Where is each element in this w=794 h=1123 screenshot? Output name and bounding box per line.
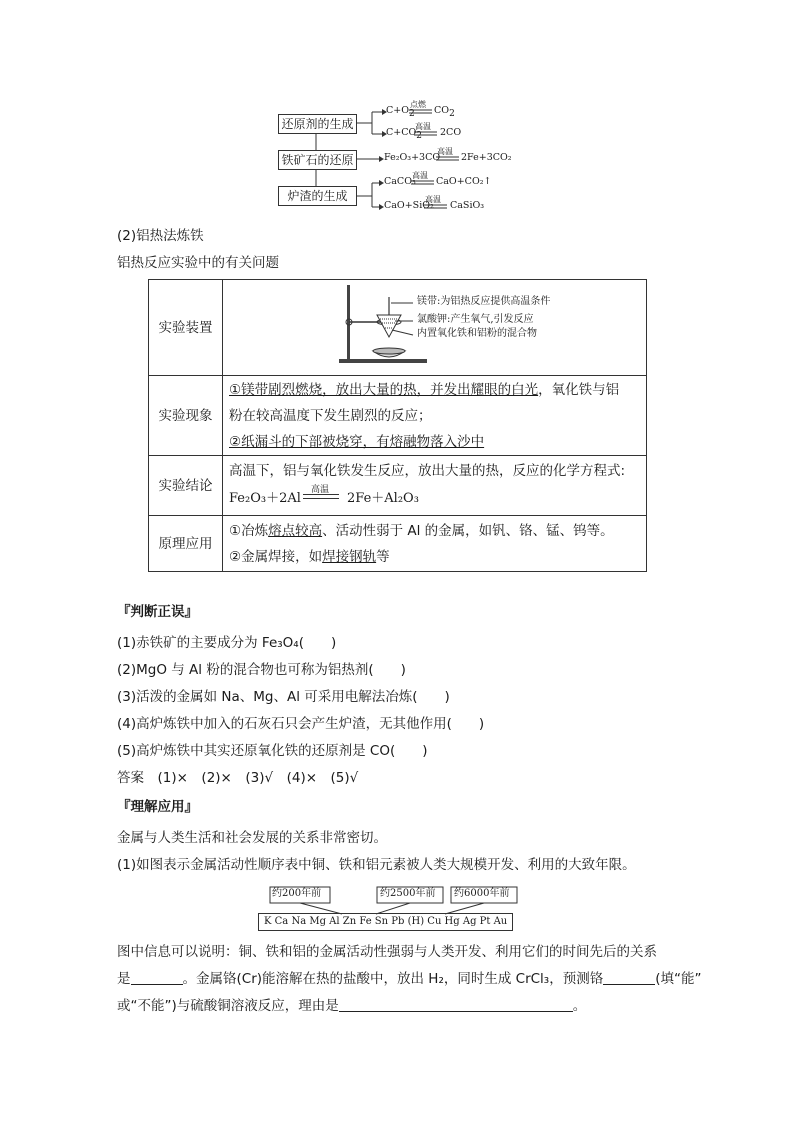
judge-item-5: (5)高炉炼铁中其实还原氧化铁的还原剂是 CO( ) [117,743,428,759]
row-head-phenomena: 实验现象 [149,376,223,456]
apply-section-tag: 『理解应用』 [117,799,198,815]
row-head-conclusion: 实验结论 [149,456,223,516]
thermite-table [148,279,647,572]
era-label-2: 约2500年前 [380,888,436,899]
table-row-apparatus [149,280,647,376]
era-label-3: 约6000年前 [454,888,510,899]
apparatus-cell [223,280,647,376]
application-line2-a: ②金属焊接，如 [229,548,323,565]
phenomena-cell [223,376,647,456]
application-cell [223,516,647,572]
answer-blank-1[interactable] [131,970,183,985]
judge-answer: 答案 (1)× (2)× (3)√ (4)× (5)√ [117,770,359,786]
section-heading-thermite: (2)铝热法炼铁 [117,228,204,244]
table-row-application [149,516,647,572]
activity-sequence: K Ca Na Mg Al Zn Fe Sn Pb (H) Cu Hg Ag Pt Au [258,913,513,931]
application-line1-a: ①冶炼 [229,522,269,539]
conclusion-cell [223,456,647,516]
answer-blank-2[interactable] [603,970,655,985]
eq4-right: CaO+CO₂↑ [436,176,492,187]
phenomena-line1-underlined: ①镁带剧烈燃烧，放出大量的热，并发出耀眼的白光 [229,381,539,398]
section-intro: 铝热反应实验中的有关问题 [117,255,279,271]
conclusion-eq-condition: 高温 [311,484,330,495]
apply-paragraph-5: 或“不能”)与硫酸铜溶液反应，理由是 。 [117,998,587,1014]
conclusion-eq-bar [303,494,339,499]
eq3-condition: 高温 [437,147,453,156]
era-label-1: 约200年前 [272,888,322,899]
judge-item-1: (1)赤铁矿的主要成分为 Fe₃O₄( ) [117,635,337,651]
label-magnesium: 镁带:为铝热反应提供高温条件 [417,295,551,307]
eq5-left: CaO+SiO₂ [384,200,434,211]
table-row-conclusion [149,456,647,516]
eq4-left: CaCO₃ [384,176,416,187]
judge-item-3: (3)活泼的金属如 Na、Mg、Al 可采用电解法冶炼( ) [117,689,450,705]
eq1-right: $CO_2$ [434,105,455,119]
apply-paragraph-3: 图中信息可以说明：铜、铁和铝的金属活动性强弱与人类开发、利用它们的时间先后的关系 [117,944,657,960]
eq3-right: 2Fe+3CO₂ [461,152,512,163]
judge-item-2: (2)MgO 与 Al 粉的混合物也可称为铝热剂( ) [117,662,406,678]
eq5-condition: 高温 [425,195,441,204]
conclusion-equation [229,482,640,512]
eq2-right: 2CO [440,127,462,138]
row-head-apparatus: 实验装置 [149,280,223,376]
eq2-left: $C+CO_2$ [386,127,423,141]
application-line2-b: 等 [376,548,390,565]
conclusion-eq-right: 2Fe＋Al₂O₃ [347,490,419,506]
table-row-phenomena [149,376,647,456]
phenomena-line1-rest: ，氧化铁与铝 [538,381,620,398]
apply-paragraph-1: 金属与人类生活和社会发展的关系非常密切。 [117,830,387,846]
judge-item-4: (4)高炉炼铁中加入的石灰石只会产生炉渣，无其他作用( ) [117,716,485,732]
eq2-condition: 高温 [415,122,431,131]
application-line1-b: 、活动性弱于 Al 的金属，如钒、铬、锰、钨等。 [322,522,614,539]
eq1-condition: 点燃 [410,100,426,109]
eq5-right: CaSiO₃ [450,200,485,211]
apply-paragraph-2: (1)如图表示金属活动性顺序表中铜、铁和铝元素被人类大规模开发、利用的大致年限。 [117,857,636,873]
phenomena-line3: ②纸漏斗的下部被烧穿，有熔融物落入沙中 [229,433,485,450]
eq1-left: $C+O_2$ [386,105,415,119]
conclusion-text: 高温下，铝与氧化铁发生反应，放出大量的热，反应的化学方程式: [229,462,626,479]
row-head-application: 原理应用 [149,516,223,572]
label-potassium-chlorate: 氯酸钾:产生氧气,引发反应 [417,313,534,325]
eq3-left: Fe₂O₃+3CO [384,152,441,163]
answer-blank-3[interactable] [339,997,573,1012]
flow-box-slag: 炉渣的生成 [278,186,357,206]
flow-box-ore-reduction: 铁矿石的还原 [278,150,357,170]
application-line1-underlined: 熔点较高 [268,522,323,539]
eq4-condition: 高温 [412,171,428,180]
phenomena-line2: 粉在较高温度下发生剧烈的反应； [229,407,432,424]
flow-box-reducer: 还原剂的生成 [278,114,357,134]
conclusion-eq-left: Fe₂O₃＋2Al [229,490,301,506]
apply-paragraph-4: 是 。金属铬(Cr)能溶解在热的盐酸中，放出 H₂，同时生成 CrCl₃，预测铬 (填“能” [117,971,702,987]
judge-section-tag: 『判断正误』 [117,604,198,620]
application-line2-underlined: 焊接钢轨 [322,548,377,565]
label-mixture: 内置氧化铁和铝粉的混合物 [417,327,537,339]
